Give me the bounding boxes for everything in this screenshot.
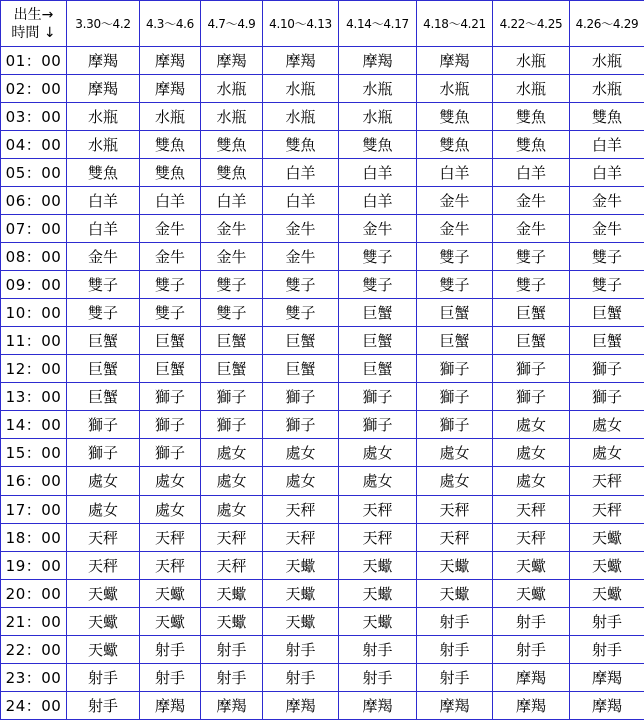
rising-sign-cell: 獅子 xyxy=(493,355,570,383)
rising-sign-cell: 處女 xyxy=(201,495,263,523)
rising-sign-cell: 天秤 xyxy=(140,523,201,551)
rising-sign-cell: 天蠍 xyxy=(263,551,339,579)
rising-sign-cell: 摩羯 xyxy=(67,75,140,103)
rising-sign-cell: 處女 xyxy=(67,495,140,523)
table-body xyxy=(1,47,644,720)
rising-sign-cell: 白羊 xyxy=(339,159,417,187)
rising-sign-cell: 獅子 xyxy=(417,383,493,411)
rising-sign-cell: 白羊 xyxy=(339,187,417,215)
birth-time-cell: 17：00 xyxy=(1,495,67,523)
rising-sign-cell: 巨蟹 xyxy=(67,327,140,355)
table-row xyxy=(1,243,644,271)
rising-sign-cell: 天秤 xyxy=(140,551,201,579)
rising-sign-cell: 白羊 xyxy=(417,159,493,187)
rising-sign-cell: 巨蟹 xyxy=(263,355,339,383)
rising-sign-cell: 天蠍 xyxy=(67,607,140,635)
rising-sign-cell: 雙子 xyxy=(263,271,339,299)
rising-sign-cell: 雙魚 xyxy=(140,159,201,187)
rising-sign-cell: 水瓶 xyxy=(493,47,570,75)
rising-sign-cell: 雙子 xyxy=(201,299,263,327)
rising-sign-cell: 雙魚 xyxy=(417,103,493,131)
rising-sign-cell: 摩羯 xyxy=(140,75,201,103)
rising-sign-cell: 天蠍 xyxy=(201,579,263,607)
birth-time-cell: 04：00 xyxy=(1,131,67,159)
rising-sign-cell: 雙魚 xyxy=(493,103,570,131)
rising-sign-cell: 天秤 xyxy=(67,551,140,579)
rising-sign-cell: 摩羯 xyxy=(263,691,339,719)
table-row xyxy=(1,47,644,75)
rising-sign-cell: 巨蟹 xyxy=(67,355,140,383)
rising-sign-cell: 天蠍 xyxy=(493,579,570,607)
rising-sign-cell: 金牛 xyxy=(493,215,570,243)
rising-sign-cell: 雙魚 xyxy=(201,159,263,187)
rising-sign-cell: 射手 xyxy=(67,691,140,719)
rising-sign-cell: 獅子 xyxy=(67,411,140,439)
rising-sign-cell: 水瓶 xyxy=(201,75,263,103)
rising-sign-cell: 射手 xyxy=(67,663,140,691)
rising-sign-cell: 射手 xyxy=(263,663,339,691)
birth-time-cell: 10：00 xyxy=(1,299,67,327)
birth-time-cell: 19：00 xyxy=(1,551,67,579)
table-row xyxy=(1,467,644,495)
date-range-header: 4.22～4.25 xyxy=(493,1,570,47)
rising-sign-cell: 金牛 xyxy=(263,215,339,243)
birth-time-cell: 11：00 xyxy=(1,327,67,355)
rising-sign-cell: 金牛 xyxy=(67,243,140,271)
rising-sign-cell: 天秤 xyxy=(493,523,570,551)
rising-sign-cell: 雙魚 xyxy=(201,131,263,159)
table-row xyxy=(1,551,644,579)
table-row xyxy=(1,215,644,243)
rising-sign-cell: 天蠍 xyxy=(263,607,339,635)
rising-sign-cell: 雙子 xyxy=(67,299,140,327)
rising-sign-cell: 獅子 xyxy=(570,383,644,411)
rising-sign-cell: 射手 xyxy=(263,635,339,663)
rising-sign-cell: 金牛 xyxy=(570,215,644,243)
rising-sign-cell: 雙魚 xyxy=(417,131,493,159)
rising-sign-cell: 白羊 xyxy=(263,187,339,215)
rising-sign-cell: 天蠍 xyxy=(570,579,644,607)
rising-sign-cell: 摩羯 xyxy=(339,47,417,75)
rising-sign-cell: 處女 xyxy=(339,467,417,495)
date-range-header: 4.10～4.13 xyxy=(263,1,339,47)
rising-sign-cell: 摩羯 xyxy=(417,691,493,719)
rising-sign-cell: 天秤 xyxy=(417,495,493,523)
rising-sign-cell: 天蠍 xyxy=(67,635,140,663)
rising-sign-cell: 雙子 xyxy=(67,271,140,299)
table-row xyxy=(1,327,644,355)
table-row xyxy=(1,75,644,103)
rising-sign-cell: 天秤 xyxy=(263,523,339,551)
rising-sign-cell: 處女 xyxy=(140,495,201,523)
birth-time-cell: 03：00 xyxy=(1,103,67,131)
rising-sign-cell: 天秤 xyxy=(67,523,140,551)
rising-sign-cell: 獅子 xyxy=(67,439,140,467)
rising-sign-cell: 雙子 xyxy=(493,243,570,271)
rising-sign-cell: 雙魚 xyxy=(493,131,570,159)
corner-time-label: 時間 ↓ xyxy=(11,24,56,41)
rising-sign-cell: 巨蟹 xyxy=(201,355,263,383)
rising-sign-cell: 處女 xyxy=(140,467,201,495)
rising-sign-cell: 巨蟹 xyxy=(67,383,140,411)
rising-sign-cell: 巨蟹 xyxy=(493,299,570,327)
date-range-header: 4.3～4.6 xyxy=(140,1,201,47)
rising-sign-cell: 雙子 xyxy=(493,271,570,299)
table-row xyxy=(1,299,644,327)
rising-sign-cell: 獅子 xyxy=(140,411,201,439)
table-row xyxy=(1,411,644,439)
rising-sign-cell: 水瓶 xyxy=(67,131,140,159)
rising-sign-cell: 獅子 xyxy=(201,383,263,411)
rising-sign-cell: 雙子 xyxy=(417,271,493,299)
rising-sign-cell: 射手 xyxy=(570,635,644,663)
rising-sign-cell: 天蠍 xyxy=(417,551,493,579)
rising-sign-cell: 摩羯 xyxy=(140,47,201,75)
rising-sign-cell: 處女 xyxy=(67,467,140,495)
rising-sign-cell: 天蠍 xyxy=(417,579,493,607)
rising-sign-cell: 天蠍 xyxy=(339,551,417,579)
rising-sign-cell: 處女 xyxy=(263,439,339,467)
rising-sign-cell: 摩羯 xyxy=(67,47,140,75)
rising-sign-cell: 射手 xyxy=(417,663,493,691)
rising-sign-cell: 巨蟹 xyxy=(263,327,339,355)
rising-sign-cell: 白羊 xyxy=(140,187,201,215)
rising-sign-cell: 天蠍 xyxy=(263,579,339,607)
table-row xyxy=(1,383,644,411)
table-row xyxy=(1,271,644,299)
rising-sign-cell: 摩羯 xyxy=(417,47,493,75)
birth-time-cell: 16：00 xyxy=(1,467,67,495)
table-row xyxy=(1,579,644,607)
rising-sign-cell: 巨蟹 xyxy=(339,327,417,355)
table-row xyxy=(1,495,644,523)
birth-time-cell: 20：00 xyxy=(1,579,67,607)
rising-sign-cell: 獅子 xyxy=(339,411,417,439)
rising-sign-cell: 巨蟹 xyxy=(570,299,644,327)
rising-sign-cell: 處女 xyxy=(417,467,493,495)
rising-sign-cell: 天秤 xyxy=(263,495,339,523)
rising-sign-cell: 金牛 xyxy=(201,215,263,243)
rising-sign-cell: 處女 xyxy=(263,467,339,495)
rising-sign-cell: 雙子 xyxy=(570,271,644,299)
rising-sign-cell: 天秤 xyxy=(570,495,644,523)
rising-sign-cell: 雙子 xyxy=(570,243,644,271)
corner-header xyxy=(1,1,67,47)
rising-sign-cell: 水瓶 xyxy=(67,103,140,131)
rising-sign-cell: 摩羯 xyxy=(493,663,570,691)
table-row xyxy=(1,635,644,663)
rising-sign-cell: 金牛 xyxy=(140,215,201,243)
table-row xyxy=(1,103,644,131)
birth-time-cell: 21：00 xyxy=(1,607,67,635)
rising-sign-cell: 雙子 xyxy=(140,271,201,299)
rising-sign-cell: 射手 xyxy=(140,663,201,691)
rising-sign-cell: 巨蟹 xyxy=(570,327,644,355)
rising-sign-cell: 天秤 xyxy=(493,495,570,523)
rising-sign-cell: 雙子 xyxy=(201,271,263,299)
birth-time-cell: 06：00 xyxy=(1,187,67,215)
rising-sign-cell: 金牛 xyxy=(417,187,493,215)
rising-sign-cell: 雙魚 xyxy=(140,131,201,159)
birth-time-cell: 14：00 xyxy=(1,411,67,439)
date-range-header: 3.30～4.2 xyxy=(67,1,140,47)
rising-sign-cell: 白羊 xyxy=(67,215,140,243)
birth-time-cell: 01：00 xyxy=(1,47,67,75)
rising-sign-cell: 金牛 xyxy=(493,187,570,215)
birth-time-cell: 23：00 xyxy=(1,663,67,691)
birth-time-cell: 18：00 xyxy=(1,523,67,551)
rising-sign-cell: 獅子 xyxy=(263,383,339,411)
rising-sign-cell: 摩羯 xyxy=(570,663,644,691)
rising-sign-cell: 白羊 xyxy=(570,159,644,187)
birth-time-cell: 13：00 xyxy=(1,383,67,411)
rising-sign-cell: 巨蟹 xyxy=(339,299,417,327)
rising-sign-cell: 天秤 xyxy=(201,523,263,551)
rising-sign-cell: 處女 xyxy=(570,439,644,467)
rising-sign-cell: 金牛 xyxy=(263,243,339,271)
rising-sign-cell: 水瓶 xyxy=(417,75,493,103)
rising-sign-cell: 天蠍 xyxy=(570,523,644,551)
table-row xyxy=(1,187,644,215)
rising-sign-cell: 白羊 xyxy=(570,131,644,159)
rising-sign-cell: 射手 xyxy=(417,635,493,663)
birth-time-cell: 22：00 xyxy=(1,635,67,663)
rising-sign-cell: 天秤 xyxy=(417,523,493,551)
rising-sign-cell: 雙魚 xyxy=(570,103,644,131)
date-range-header: 4.18～4.21 xyxy=(417,1,493,47)
birth-time-cell: 09：00 xyxy=(1,271,67,299)
rising-sign-cell: 摩羯 xyxy=(570,691,644,719)
rising-sign-cell: 水瓶 xyxy=(263,75,339,103)
rising-sign-cell: 水瓶 xyxy=(263,103,339,131)
rising-sign-cell: 巨蟹 xyxy=(140,327,201,355)
table-row xyxy=(1,663,644,691)
rising-sign-cell: 射手 xyxy=(493,635,570,663)
date-range-header: 4.26～4.29 xyxy=(570,1,644,47)
rising-sign-cell: 處女 xyxy=(417,439,493,467)
rising-sign-cell: 天蠍 xyxy=(339,607,417,635)
rising-sign-cell: 獅子 xyxy=(493,383,570,411)
rising-sign-cell: 射手 xyxy=(140,635,201,663)
rising-sign-cell: 水瓶 xyxy=(201,103,263,131)
birth-time-cell: 08：00 xyxy=(1,243,67,271)
rising-sign-cell: 巨蟹 xyxy=(140,355,201,383)
table-row xyxy=(1,131,644,159)
rising-sign-cell: 天秤 xyxy=(570,467,644,495)
rising-sign-cell: 天蠍 xyxy=(140,607,201,635)
rising-sign-cell: 白羊 xyxy=(493,159,570,187)
birth-time-cell: 12：00 xyxy=(1,355,67,383)
birth-time-cell: 07：00 xyxy=(1,215,67,243)
rising-sign-cell: 獅子 xyxy=(570,355,644,383)
rising-sign-cell: 雙魚 xyxy=(339,131,417,159)
rising-sign-cell: 射手 xyxy=(201,663,263,691)
rising-sign-cell: 獅子 xyxy=(201,411,263,439)
rising-sign-cell: 水瓶 xyxy=(570,47,644,75)
rising-sign-cell: 射手 xyxy=(201,635,263,663)
rising-sign-cell: 雙魚 xyxy=(263,131,339,159)
rising-sign-cell: 處女 xyxy=(493,411,570,439)
rising-sign-cell: 雙子 xyxy=(263,299,339,327)
rising-sign-cell: 獅子 xyxy=(263,411,339,439)
table-row xyxy=(1,523,644,551)
rising-sign-cell: 金牛 xyxy=(417,215,493,243)
rising-sign-cell: 天蠍 xyxy=(493,551,570,579)
rising-sign-cell: 雙子 xyxy=(339,271,417,299)
rising-sign-cell: 雙子 xyxy=(339,243,417,271)
rising-sign-cell: 雙子 xyxy=(417,243,493,271)
rising-sign-cell: 巨蟹 xyxy=(417,327,493,355)
rising-sign-cell: 摩羯 xyxy=(140,691,201,719)
rising-sign-cell: 水瓶 xyxy=(339,103,417,131)
header-row xyxy=(1,1,644,47)
rising-sign-cell: 金牛 xyxy=(140,243,201,271)
rising-sign-cell: 處女 xyxy=(339,439,417,467)
table-row xyxy=(1,691,644,719)
rising-sign-cell: 獅子 xyxy=(140,439,201,467)
rising-sign-cell: 巨蟹 xyxy=(493,327,570,355)
rising-sign-cell: 處女 xyxy=(493,439,570,467)
rising-sign-cell: 巨蟹 xyxy=(339,355,417,383)
rising-sign-cell: 水瓶 xyxy=(140,103,201,131)
table-row xyxy=(1,607,644,635)
rising-sign-cell: 白羊 xyxy=(67,187,140,215)
rising-sign-cell: 雙子 xyxy=(140,299,201,327)
rising-sign-cell: 水瓶 xyxy=(339,75,417,103)
rising-sign-cell: 射手 xyxy=(570,607,644,635)
birth-time-cell: 15：00 xyxy=(1,439,67,467)
rising-sign-cell: 天蠍 xyxy=(570,551,644,579)
rising-sign-cell: 白羊 xyxy=(201,187,263,215)
rising-sign-cell: 天蠍 xyxy=(67,579,140,607)
rising-sign-cell: 白羊 xyxy=(263,159,339,187)
rising-sign-cell: 射手 xyxy=(493,607,570,635)
rising-sign-cell: 摩羯 xyxy=(263,47,339,75)
birth-time-cell: 05：00 xyxy=(1,159,67,187)
rising-sign-cell: 巨蟹 xyxy=(417,299,493,327)
rising-sign-cell: 天秤 xyxy=(339,523,417,551)
table-row xyxy=(1,439,644,467)
rising-sign-cell: 獅子 xyxy=(417,355,493,383)
rising-sign-cell: 摩羯 xyxy=(201,47,263,75)
rising-sign-cell: 射手 xyxy=(339,635,417,663)
birth-time-cell: 02：00 xyxy=(1,75,67,103)
rising-sign-cell: 天秤 xyxy=(339,495,417,523)
rising-sign-cell: 天蠍 xyxy=(201,607,263,635)
date-range-header: 4.14～4.17 xyxy=(339,1,417,47)
rising-sign-cell: 摩羯 xyxy=(201,691,263,719)
table-row xyxy=(1,159,644,187)
rising-sign-cell: 金牛 xyxy=(570,187,644,215)
date-range-header: 4.7～4.9 xyxy=(201,1,263,47)
corner-birth-label: 出生→ xyxy=(13,6,54,23)
rising-sign-cell: 獅子 xyxy=(339,383,417,411)
rising-sign-cell: 水瓶 xyxy=(493,75,570,103)
rising-sign-cell: 水瓶 xyxy=(570,75,644,103)
rising-sign-cell: 處女 xyxy=(201,439,263,467)
rising-sign-cell: 金牛 xyxy=(201,243,263,271)
rising-sign-cell: 天蠍 xyxy=(339,579,417,607)
rising-sign-cell: 摩羯 xyxy=(493,691,570,719)
rising-sign-cell: 處女 xyxy=(493,467,570,495)
rising-sign-cell: 處女 xyxy=(570,411,644,439)
rising-sign-cell: 巨蟹 xyxy=(201,327,263,355)
rising-sign-cell: 金牛 xyxy=(339,215,417,243)
rising-sign-cell: 射手 xyxy=(339,663,417,691)
rising-sign-cell: 處女 xyxy=(201,467,263,495)
rising-sign-cell: 天蠍 xyxy=(140,579,201,607)
rising-sign-cell: 獅子 xyxy=(140,383,201,411)
rising-sign-cell: 天秤 xyxy=(201,551,263,579)
table-row xyxy=(1,355,644,383)
rising-sign-cell: 雙魚 xyxy=(67,159,140,187)
rising-sign-cell: 射手 xyxy=(417,607,493,635)
rising-sign-cell: 摩羯 xyxy=(339,691,417,719)
birth-time-cell: 24：00 xyxy=(1,691,67,719)
rising-sign-cell: 獅子 xyxy=(417,411,493,439)
